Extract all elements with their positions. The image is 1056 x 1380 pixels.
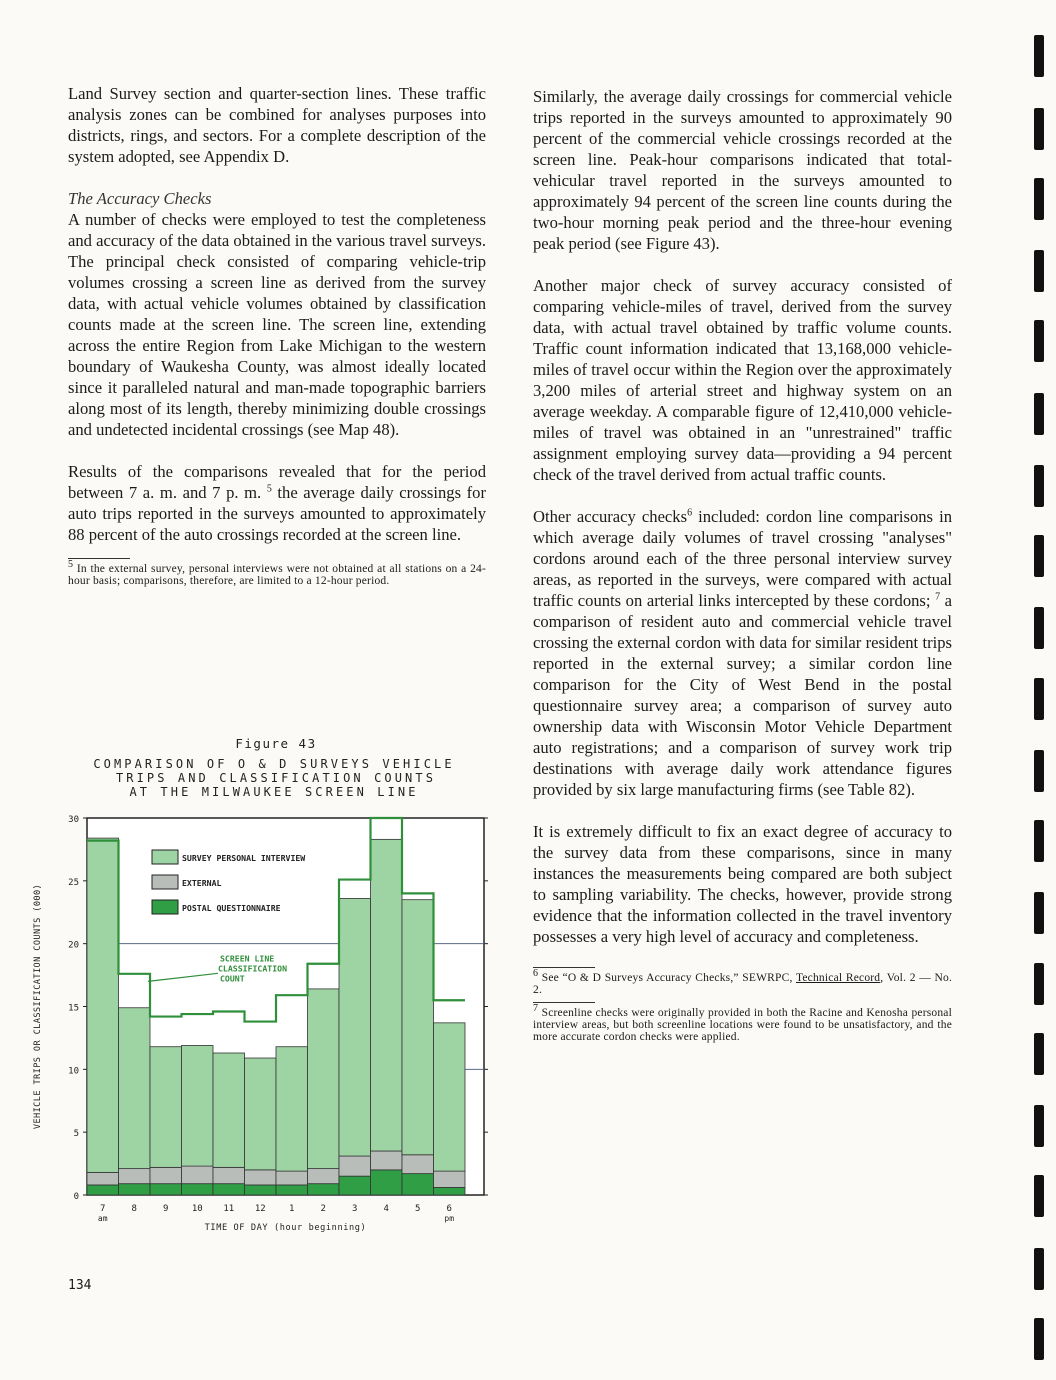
bar-postal-questionnaire [213, 1184, 245, 1195]
figure-43 [30, 730, 500, 1270]
x-tick-label: 5 [415, 1204, 421, 1214]
binder-mark [1034, 393, 1044, 435]
bar-postal-questionnaire [150, 1184, 182, 1195]
x-tick-label: 9 [163, 1204, 169, 1214]
body-paragraph: Similarly, the average daily crossings for commercial vehicle trips reported in the surveys amounted to approximately 90 percent of the commercial vehicle crossings recorded at the screen line. Peak-hour comparisons indicated that total-vehicular travel reported in the surveys amounted to approximately 94 percent of the screen line counts during the two-hour morning peak period and the three-hour evening peak period (see Figure 43). [533, 87, 952, 253]
text-run: included: cordon line comparisons in which average daily volumes of travel crossing "analyses" cordons around each of the three personal interview survey areas, as reported in the surveys, were compared with actual traffic counts on arterial links intercepted by these cordons; [533, 507, 952, 610]
bar-external [276, 1171, 308, 1185]
body-paragraph [533, 506, 952, 800]
binder-mark [1034, 892, 1044, 934]
footnote-text: Screenline checks were originally provided in both the Racine and Kenosha personal interview areas, but both screenline locations were found to be unsatisfactory, and the more accurate cordon checks were applied. [533, 1007, 952, 1043]
footnote-text: , Vol. 2 — No. 2. [533, 972, 953, 996]
footnote-rule [68, 558, 130, 559]
footnote-7 [533, 1003, 952, 1043]
x-tick-label: 8 [131, 1204, 137, 1214]
bar-external [182, 1166, 214, 1184]
x-tick-label: 7 [100, 1204, 106, 1214]
left-column [68, 83, 486, 587]
binder-mark [1034, 820, 1044, 862]
text-run: a comparison of resident auto and commercial vehicle travel crossing the external cordon with data for similar resident trips reported in the external survey; a similar cordon line comparison for the City of West Bend in the postal questionnaire survey area; a comparison of survey auto ownership data with Wisconsin Motor Vehicle Department auto registrations; and a comparison of survey work trip destinations with average daily work attendance figures provided by six large manufacturing firms (see Table 82). [533, 591, 952, 799]
legend-label: SURVEY PERSONAL INTERVIEW [182, 853, 306, 863]
bar-survey-personal-interview [87, 838, 119, 1172]
bar-survey-personal-interview [308, 989, 340, 1169]
binder-mark [1034, 1033, 1044, 1075]
bar-postal-questionnaire [119, 1184, 151, 1195]
body-paragraph: A number of checks were employed to test the completeness and accuracy of the data obtained in the various travel surveys. The principal check consisted of comparing vehicle-trip volumes crossing a screen line as derived from the survey data, with actual vehicle volumes obtained by classification counts made at the screen line. The screen line, extending across the entire Region from Lake Michigan to the western boundary of Waukesha County, was almost ideally located since it paralleled natural and man-made topographic barriers along most of its length, thereby minimizing double crossings and undetected incidental crossings (see Map 48). [68, 210, 486, 439]
footnote-6 [533, 968, 953, 996]
x-tick-label: 10 [191, 1204, 203, 1214]
bar-external [119, 1169, 151, 1184]
bar-survey-personal-interview [119, 1008, 151, 1169]
page-number: 134 [68, 1278, 92, 1293]
x-tick-label: 3 [352, 1204, 358, 1214]
body-paragraph [68, 461, 486, 545]
x-tick-label: 1 [289, 1204, 295, 1214]
footnote-number: 5 [68, 559, 74, 571]
binder-mark [1034, 963, 1044, 1005]
bar-postal-questionnaire [371, 1170, 403, 1195]
legend-swatch [152, 850, 178, 864]
binder-mark [1034, 535, 1044, 577]
binder-mark [1034, 1248, 1044, 1290]
x-tick-label: 12 [254, 1204, 266, 1214]
text-run: Other accuracy checks [533, 507, 688, 526]
x-tick-sublabel: am [97, 1214, 108, 1223]
binder-mark [1034, 1318, 1044, 1360]
bar-external [87, 1172, 119, 1185]
figure-label: Figure 43 [235, 736, 317, 751]
y-tick-label: 20 [68, 940, 79, 951]
footnote-number: 6 [533, 968, 539, 980]
body-paragraph: Another major check of survey accuracy consisted of comparing vehicle-miles of travel, derived from the survey data, with actual travel obtained by traffic volume counts. Traffic count information indicated that 13,168,000 vehicle-miles of travel occur within the Region over the approximately 3,200 miles of arterial street and highway system on an average weekday. A comparable figure of 12,410,000 vehicle-miles of travel was obtained in an "unrestrained" traffic assignment employing survey data—providing a 94 percent check of the travel derived from actual traffic counts. [533, 276, 952, 484]
binder-mark [1034, 678, 1044, 720]
binder-mark [1034, 1105, 1044, 1147]
bar-external [308, 1169, 340, 1184]
legend-swatch [152, 875, 178, 889]
bar-survey-personal-interview [402, 900, 434, 1155]
bar-postal-questionnaire [339, 1176, 371, 1195]
y-tick-label: 0 [73, 1192, 79, 1202]
right-column [533, 86, 952, 1043]
text-run: the average daily crossings for auto trips reported in the surveys amounted to approximately 88 percent of the auto crossings recorded at the screen line. [68, 483, 487, 544]
bar-postal-questionnaire [276, 1185, 308, 1195]
bar-external [245, 1170, 277, 1185]
x-tick-label: 6 [446, 1204, 452, 1214]
figure-title-line: TRIPS AND CLASSIFICATION COUNTS [115, 771, 437, 785]
x-tick-label: 4 [383, 1204, 389, 1214]
annotation-line: CLASSIFICATION [218, 963, 288, 974]
binder-mark [1034, 35, 1044, 77]
binder-mark [1034, 607, 1044, 649]
bar-external [371, 1151, 403, 1170]
bar-survey-personal-interview [182, 1045, 214, 1166]
bar-survey-personal-interview [371, 839, 403, 1151]
plot-area [33, 815, 488, 1233]
bar-external [434, 1171, 466, 1187]
footnote-5 [68, 559, 486, 587]
body-paragraph: It is extremely difficult to fix an exact degree of accuracy to the survey data from these comparisons, since in many instances the measurements being compared are both subject to sampling variability. The checks, however, provide strong evidence that the information collected in the travel inventory possesses a very high level of accuracy and completeness. [533, 822, 952, 946]
footnote-rule [533, 967, 595, 968]
footnote-text: See “O & D Surveys Accuracy Checks,” SEWRPC, [541, 972, 796, 984]
footnote-ref: 5 [266, 483, 272, 495]
bar-postal-questionnaire [402, 1174, 434, 1195]
bar-survey-personal-interview [213, 1053, 245, 1167]
bar-external [402, 1155, 434, 1174]
y-tick-label: 5 [73, 1129, 79, 1140]
footnote-ref: 7 [935, 591, 941, 603]
y-tick-label: 25 [68, 877, 79, 888]
x-axis-title: TIME OF DAY (hour beginning) [204, 1223, 367, 1233]
binder-mark [1034, 1175, 1044, 1217]
footnote-text: In the external survey, personal interviews were not obtained at all stations on a 24-hour basis; comparisons, therefore, are limited to a 12-hour period. [68, 563, 486, 587]
binder-mark [1034, 320, 1044, 362]
bar-external [339, 1156, 371, 1176]
bar-postal-questionnaire [87, 1185, 119, 1195]
bar-survey-personal-interview [276, 1047, 308, 1171]
bar-survey-personal-interview [434, 1023, 466, 1171]
bar-postal-questionnaire [182, 1184, 214, 1195]
footnote-ref: 6 [687, 507, 693, 519]
body-paragraph: Land Survey section and quarter-section lines. These traffic analysis zones can be combined for analyses purposes into districts, rings, and sectors. For a complete description of the system adopted, see Appendix D. [68, 84, 486, 166]
figure-title-line: AT THE MILWAUKEE SCREEN LINE [129, 785, 419, 799]
y-axis-title: VEHICLE TRIPS OR CLASSIFICATION COUNTS (000) [33, 883, 43, 1130]
y-tick-label: 30 [68, 815, 79, 825]
bar-postal-questionnaire [245, 1185, 277, 1195]
bar-survey-personal-interview [339, 898, 371, 1156]
binder-mark [1034, 108, 1044, 150]
bar-postal-questionnaire [434, 1187, 466, 1195]
bar-survey-personal-interview [245, 1058, 277, 1170]
x-tick-label: 2 [320, 1204, 326, 1214]
bar-external [213, 1167, 245, 1183]
y-tick-label: 15 [68, 1003, 79, 1014]
x-tick-sublabel: pm [444, 1214, 455, 1223]
binder-mark [1034, 250, 1044, 292]
y-tick-label: 10 [68, 1066, 79, 1077]
binder-mark [1034, 750, 1044, 792]
annotation-line: SCREEN LINE [220, 953, 275, 964]
binder-mark [1034, 178, 1044, 220]
text-run: Results of the comparisons revealed that for the period between 7 a. m. and 7 p. m. [68, 462, 486, 502]
figure-title-line: COMPARISON OF O & D SURVEYS VEHICLE [93, 757, 455, 771]
binder-mark [1034, 465, 1044, 507]
legend-label: EXTERNAL [182, 878, 222, 888]
footnote-number: 7 [533, 1003, 539, 1015]
footnote-rule [533, 1002, 595, 1003]
x-tick-label: 11 [223, 1204, 235, 1214]
legend-label: POSTAL QUESTIONNAIRE [182, 903, 281, 913]
annotation-line: COUNT [220, 973, 245, 984]
legend-swatch [152, 900, 178, 914]
bar-external [150, 1167, 182, 1183]
bar-postal-questionnaire [308, 1184, 340, 1195]
section-heading: The Accuracy Checks [68, 189, 212, 208]
footnote-citation: Technical Record [795, 972, 881, 984]
bar-survey-personal-interview [150, 1047, 182, 1168]
